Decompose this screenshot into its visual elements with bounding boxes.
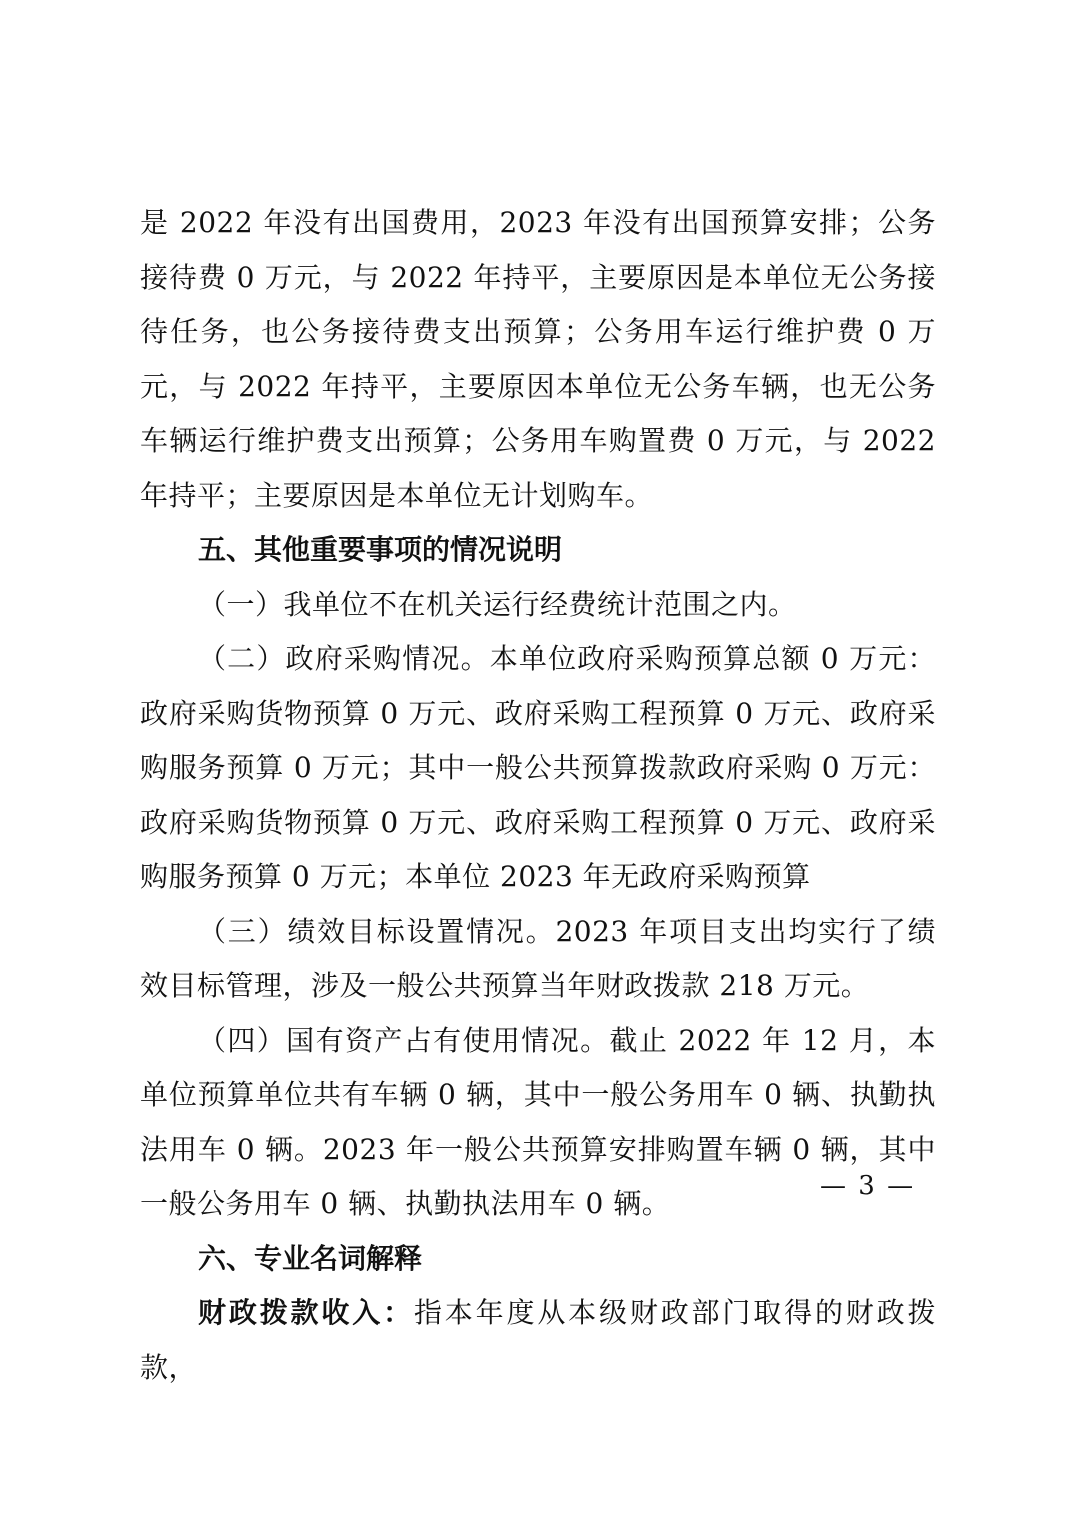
term-1-paragraph — [140, 1286, 936, 1395]
item-4-paragraph: （四）国有资产占有使用情况。截止 2022 年 12 月，本单位预算单位共有车辆 0 辆，其中一般公务用车 0 辆、执勤执法用车 0 辆。2023 年一般公共预算安排购置车辆 0 辆，其中一般公务用车 0 辆、执勤执法用车 0 辆。 — [140, 1023, 936, 1220]
page-number: — 3 — — [820, 1171, 916, 1201]
paragraph-continued: 是 2022 年没有出国费用，2023 年没有出国预算安排；公务接待费 0 万元，与 2022 年持平，主要原因是本单位无公务接待任务，也公务接待费支出预算；公务用车运行维护费 0 万元，与 2022 年持平，主要原因本单位无公务车辆，也无公务车辆运行维护费支出预算；公务用车购置费 0 万元，与 2022 年持平；主要原因是本单位无计划购车。 — [140, 206, 936, 512]
term-1-label: 财政拨款收入： — [198, 1296, 414, 1329]
term-1-text: 指本年度从本级财政部门取得的财政拨款， — [140, 1296, 936, 1384]
document-body — [140, 196, 936, 1395]
item-2-paragraph: （二）政府采购情况。本单位政府采购预算总额 0 万元：政府采购货物预算 0 万元、政府采购工程预算 0 万元、政府采购服务预算 0 万元；其中一般公共预算拨款政府采购 0 万元：政府采购货物预算 0 万元、政府采购工程预算 0 万元、政府采购服务预算 0 万元；本单位 2023 年无政府采购预算 — [140, 642, 936, 893]
section-5-heading: 五、其他重要事项的情况说明 — [198, 533, 563, 566]
item-3-paragraph: （三）绩效目标设置情况。2023 年项目支出均实行了绩效目标管理，涉及一般公共预算当年财政拨款 218 万元。 — [140, 914, 936, 1002]
item-1-paragraph: （一）我单位不在机关运行经费统计范围之内。 — [198, 587, 797, 621]
section-6-heading: 六、专业名词解释 — [198, 1241, 423, 1275]
